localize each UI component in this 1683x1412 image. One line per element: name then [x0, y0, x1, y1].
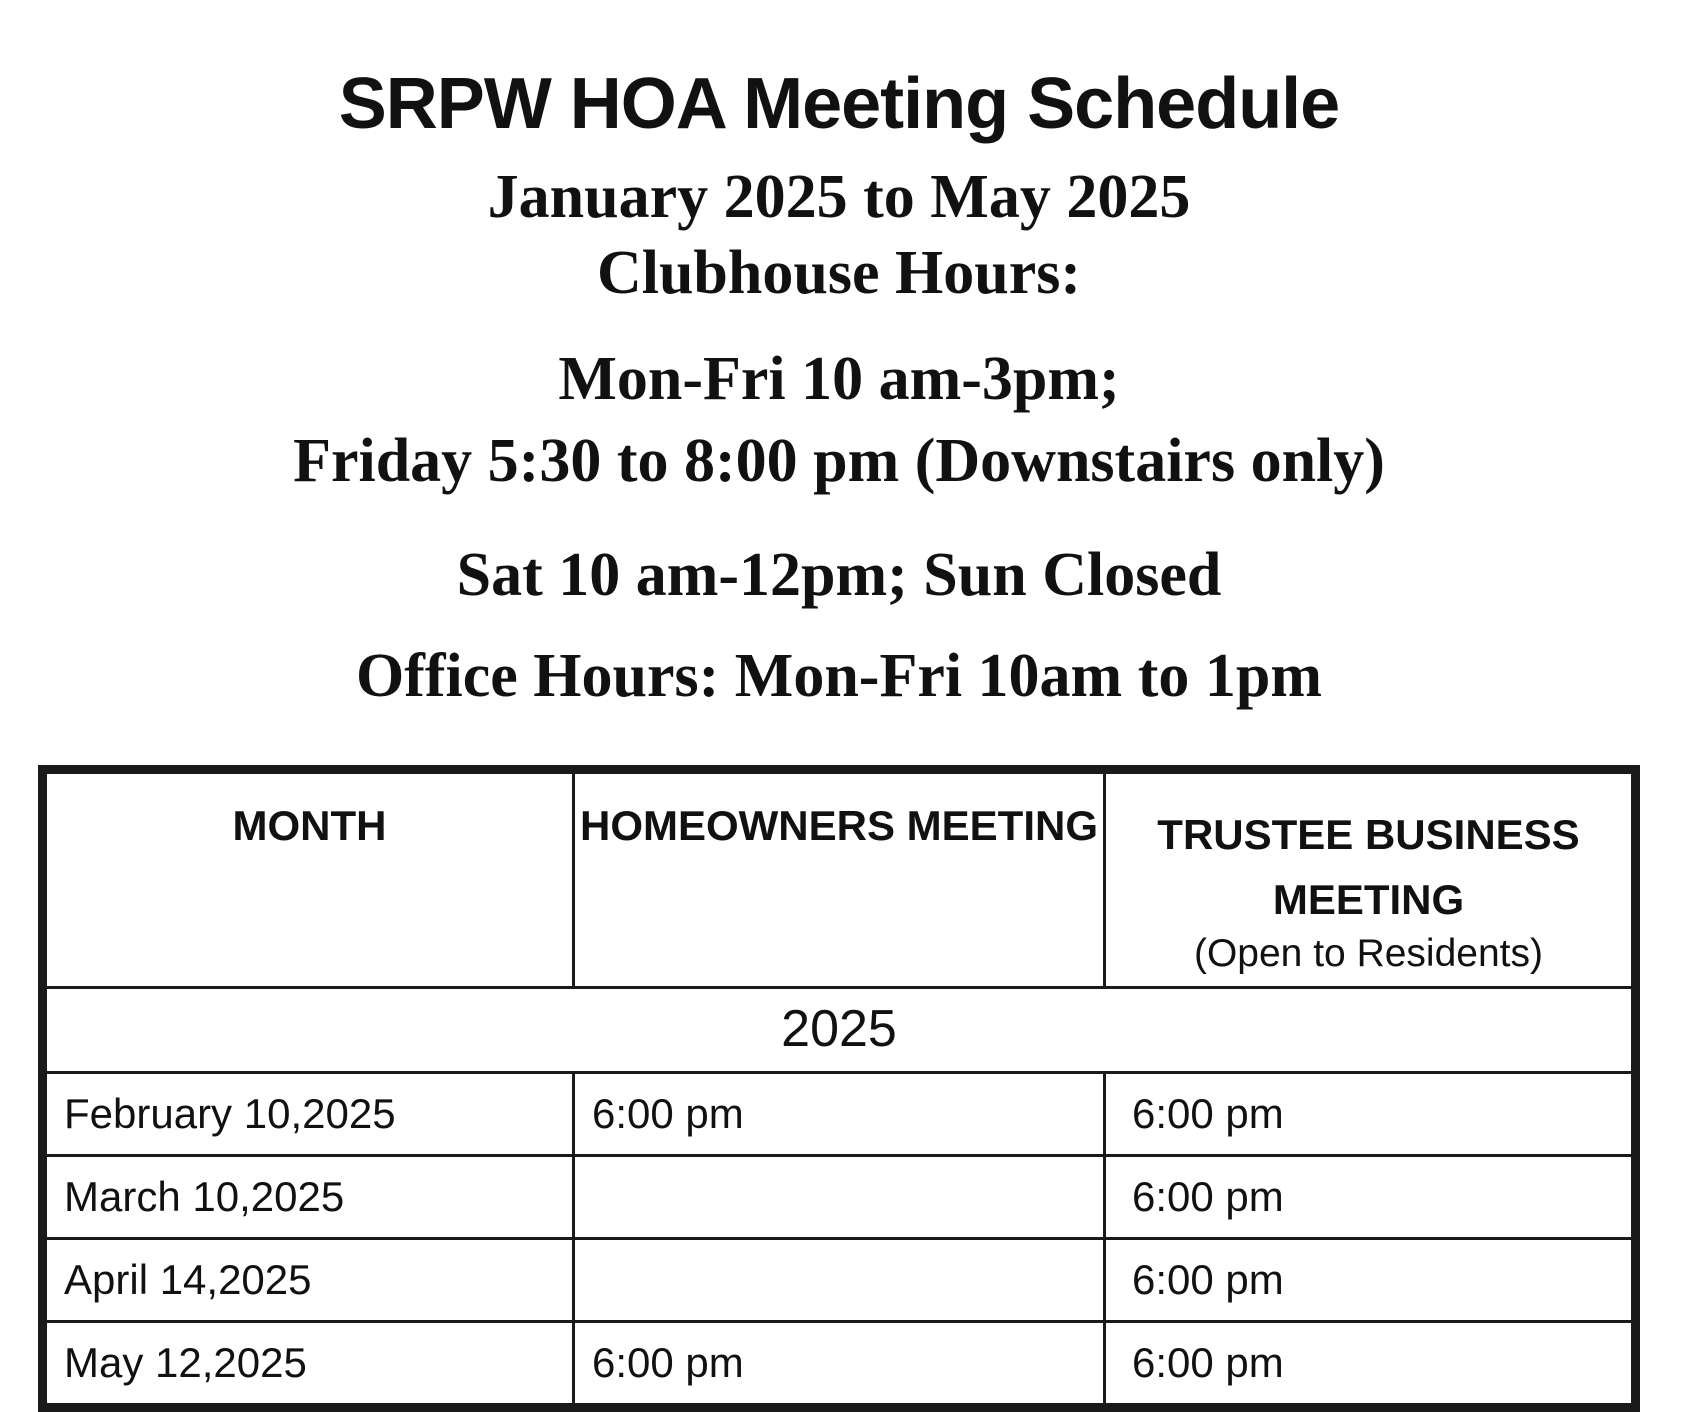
year-cell: 2025 — [43, 988, 1636, 1073]
clubhouse-hours-label: Clubhouse Hours: — [596, 239, 1082, 307]
table-header-row — [43, 770, 1636, 988]
date-range-line: January 2025 to May 2025 — [487, 163, 1191, 231]
year-row — [43, 988, 1636, 1073]
month-cell: March 10,2025 — [43, 1156, 574, 1239]
homeowners-time-cell: 6:00 pm — [574, 1322, 1105, 1408]
document-title: SRPW HOA Meeting Schedule — [338, 64, 1340, 144]
trustee-time-cell: 6:00 pm — [1105, 1073, 1636, 1156]
trustee-time-cell: 6:00 pm — [1105, 1239, 1636, 1322]
hours-sat-sun-line: Sat 10 am-12pm; Sun Closed — [456, 541, 1222, 609]
office-hours-line: Office Hours: Mon-Fri 10am to 1pm — [356, 642, 1322, 710]
table-row-may — [43, 1322, 1636, 1408]
column-header-homeowners-label: HOMEOWNERS MEETING — [579, 802, 1098, 849]
column-header-trustee-note: (Open to Residents) — [1193, 932, 1543, 976]
month-cell: February 10,2025 — [43, 1073, 574, 1156]
document-page — [38, 0, 1640, 1412]
table-row-april — [43, 1239, 1636, 1322]
column-header-month-label: MONTH — [232, 802, 387, 849]
homeowners-time-cell — [574, 1156, 1105, 1239]
hours-mon-fri-line: Mon-Fri 10 am-3pm; — [558, 345, 1120, 413]
month-cell: April 14,2025 — [43, 1239, 574, 1322]
table-row-march — [43, 1156, 1636, 1239]
homeowners-time-cell: 6:00 pm — [574, 1073, 1105, 1156]
trustee-time-cell: 6:00 pm — [1105, 1156, 1636, 1239]
column-header-homeowners-meeting — [574, 770, 1105, 988]
table-row-february — [43, 1073, 1636, 1156]
month-cell: May 12,2025 — [43, 1322, 574, 1408]
homeowners-time-cell — [574, 1239, 1105, 1322]
trustee-time-cell: 6:00 pm — [1105, 1322, 1636, 1408]
meeting-schedule-table — [38, 765, 1640, 1412]
column-header-trustee-label: TRUSTEE BUSINESS MEETING — [1157, 811, 1580, 924]
column-header-month — [43, 770, 574, 988]
hours-friday-line: Friday 5:30 to 8:00 pm (Downstairs only) — [293, 427, 1385, 495]
column-header-trustee-meeting — [1105, 770, 1636, 988]
